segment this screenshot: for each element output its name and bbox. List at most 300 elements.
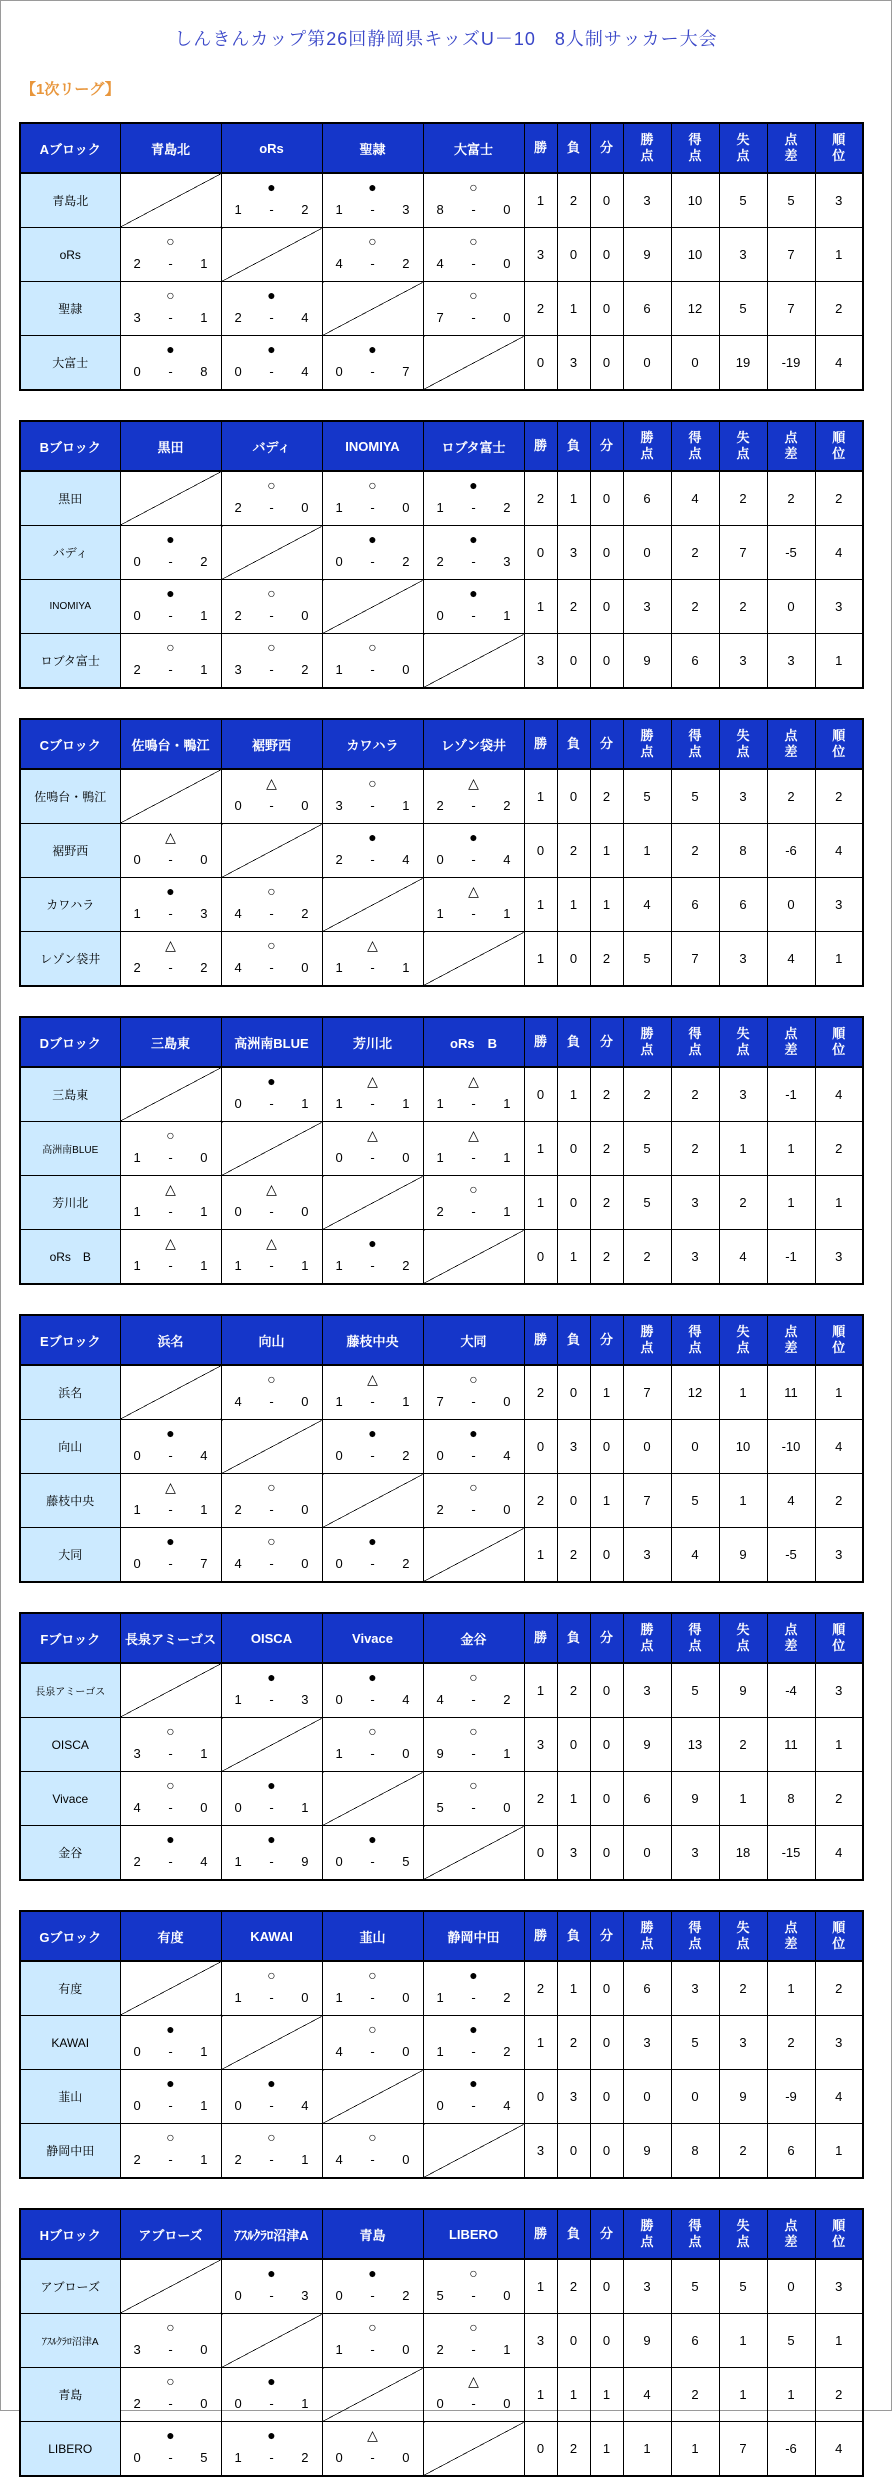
result-score: 2 - 1 [436, 1204, 511, 1219]
stat-value: 5 [623, 1122, 671, 1176]
stat-value: 2 [815, 1122, 863, 1176]
win-symbol: ○ [267, 883, 276, 899]
stat-value: 3 [524, 2124, 557, 2179]
draw-symbol: △ [468, 775, 479, 791]
loss-symbol: ● [166, 341, 175, 357]
loss-symbol: ● [368, 179, 377, 195]
stat-header [767, 421, 815, 471]
stat-value: 1 [557, 1772, 590, 1826]
stat-value: 1 [590, 2368, 623, 2422]
stat-header [719, 2209, 767, 2259]
stat-value: 0 [524, 1230, 557, 1285]
stat-header-char: 負 [566, 438, 580, 454]
stat-value: 2 [719, 1176, 767, 1230]
win-symbol: ○ [267, 477, 276, 493]
win-symbol: ○ [368, 1967, 377, 1983]
result-score: 0 - 4 [436, 2098, 511, 2113]
win-symbol: ○ [368, 477, 377, 493]
result-score: 0 - 4 [335, 1692, 410, 1707]
diagonal-cell [221, 526, 322, 580]
result-score: 2 - 0 [234, 500, 309, 515]
result-score: 1 - 0 [234, 1990, 309, 2005]
stat-header [671, 1315, 719, 1365]
stat-header-char: 分 [599, 2226, 613, 2242]
result-cell [322, 1122, 423, 1176]
team-row [20, 1067, 863, 1122]
stat-header-char: 順 [832, 1324, 846, 1340]
result-cell [423, 526, 524, 580]
result-score: 0 - 7 [133, 1556, 208, 1571]
stat-header-char: 分 [599, 1034, 613, 1050]
stat-value: 1 [719, 1365, 767, 1420]
team-header: 青島 [322, 2209, 423, 2259]
result-score: 1 - 1 [436, 1096, 511, 1111]
stat-header [524, 123, 557, 173]
result-cell [120, 824, 221, 878]
stat-value: 2 [557, 2422, 590, 2477]
stat-value: 1 [719, 1772, 767, 1826]
stat-value: 0 [590, 173, 623, 228]
stat-header [590, 1613, 623, 1663]
stat-header-char: 勝 [533, 2226, 547, 2242]
result-score: 1 - 1 [234, 1258, 309, 1273]
result-cell [120, 634, 221, 689]
stat-header-char: 差 [784, 744, 798, 759]
team-name-cell: 裾野西 [20, 824, 120, 878]
result-cell [120, 1718, 221, 1772]
result-score: 4 - 2 [335, 256, 410, 271]
team-header: 青島北 [120, 123, 221, 173]
loss-symbol: ● [267, 2075, 276, 2091]
stat-header-char: 負 [566, 140, 580, 156]
result-score: 7 - 0 [436, 1394, 511, 1409]
stat-header [671, 1911, 719, 1961]
result-score: 4 - 0 [234, 960, 309, 975]
stat-header-char: 得 [688, 430, 702, 446]
team-header: 裾野西 [221, 719, 322, 769]
result-score: 5 - 0 [436, 2288, 511, 2303]
stat-header [767, 123, 815, 173]
result-cell [423, 2016, 524, 2070]
result-cell [221, 634, 322, 689]
stat-header-char: 勝 [640, 1324, 654, 1340]
stat-value: 0 [590, 1961, 623, 2016]
stat-header-char: 点 [784, 1622, 798, 1638]
stat-value: 1 [524, 2259, 557, 2314]
stat-value: 1 [524, 1176, 557, 1230]
stat-value: 2 [815, 1961, 863, 2016]
stat-value: 2 [671, 1122, 719, 1176]
stat-value: 1 [524, 1663, 557, 1718]
stat-value: 0 [590, 2070, 623, 2124]
stat-value: 7 [767, 282, 815, 336]
result-cell [322, 2124, 423, 2179]
stat-value: 6 [671, 634, 719, 689]
stat-value: 5 [671, 769, 719, 824]
block-label: Dブロック [20, 1017, 120, 1067]
stat-value: 5 [623, 932, 671, 987]
stat-value: 2 [524, 471, 557, 526]
stat-header-char: 位 [832, 744, 846, 759]
stat-value: 0 [767, 580, 815, 634]
stat-value: 3 [524, 1718, 557, 1772]
team-header: 向山 [221, 1315, 322, 1365]
draw-symbol: △ [468, 2373, 479, 2389]
team-row [20, 282, 863, 336]
team-row [20, 2422, 863, 2477]
stat-value: 4 [767, 932, 815, 987]
stat-header [623, 123, 671, 173]
result-cell [322, 173, 423, 228]
block-header-row [20, 2209, 863, 2259]
result-cell [221, 173, 322, 228]
loss-symbol: ● [267, 1073, 276, 1089]
result-score: 1 - 0 [335, 2342, 410, 2357]
result-cell [423, 1961, 524, 2016]
result-score: 0 - 2 [335, 554, 410, 569]
result-cell [322, 1067, 423, 1122]
stat-header [767, 1911, 815, 1961]
stat-header-char: 点 [784, 2218, 798, 2234]
stat-header-char: 点 [784, 430, 798, 446]
stat-header-char: 失 [736, 430, 750, 446]
stat-value: 2 [815, 1474, 863, 1528]
result-cell [423, 1718, 524, 1772]
stat-header-char: 負 [566, 1332, 580, 1348]
stat-header-char: 点 [640, 1638, 654, 1653]
team-header: OISCA [221, 1613, 322, 1663]
team-name-cell: 向山 [20, 1420, 120, 1474]
win-symbol: ○ [166, 1777, 175, 1793]
win-symbol: ○ [469, 1479, 478, 1495]
result-score: 4 - 0 [234, 1556, 309, 1571]
stat-value: 10 [719, 1420, 767, 1474]
result-score: 2 - 1 [133, 2152, 208, 2167]
result-score: 1 - 2 [436, 500, 511, 515]
team-row [20, 1663, 863, 1718]
result-score: 1 - 3 [133, 906, 208, 921]
stat-header-char: 位 [832, 148, 846, 163]
stat-value: 1 [590, 2422, 623, 2477]
stat-header-char: 点 [736, 744, 750, 759]
draw-symbol: △ [266, 1181, 277, 1197]
team-row [20, 228, 863, 282]
team-row [20, 2070, 863, 2124]
stat-header-char: 位 [832, 1638, 846, 1653]
result-cell [423, 1176, 524, 1230]
stat-value: 8 [767, 1772, 815, 1826]
result-score: 0 - 1 [436, 608, 511, 623]
result-score: 1 - 1 [335, 960, 410, 975]
stat-value: 0 [557, 1365, 590, 1420]
stat-value: 6 [767, 2124, 815, 2179]
result-cell [322, 1826, 423, 1881]
team-row [20, 932, 863, 987]
stat-value: 0 [623, 2070, 671, 2124]
stat-header-char: 勝 [640, 132, 654, 148]
stat-value: 5 [767, 2314, 815, 2368]
result-score: 0 - 2 [133, 554, 208, 569]
result-cell [423, 1772, 524, 1826]
result-score: 1 - 1 [133, 1502, 208, 1517]
result-cell [221, 471, 322, 526]
stat-value: 0 [590, 336, 623, 391]
stat-header [671, 2209, 719, 2259]
loss-symbol: ● [368, 1669, 377, 1685]
team-name-cell: 浜名 [20, 1365, 120, 1420]
result-cell [221, 1067, 322, 1122]
stat-header [524, 1315, 557, 1365]
stat-value: 5 [767, 173, 815, 228]
team-name-cell: Vivace [20, 1772, 120, 1826]
stat-value: 1 [767, 1961, 815, 2016]
result-cell [322, 2314, 423, 2368]
block-header-row [20, 123, 863, 173]
win-symbol: ○ [469, 1669, 478, 1685]
stat-header-char: 勝 [640, 1622, 654, 1638]
stat-value: 1 [623, 824, 671, 878]
stat-value: 1 [590, 824, 623, 878]
stat-value: 2 [557, 1528, 590, 1583]
result-score: 9 - 1 [436, 1746, 511, 1761]
stat-value: -6 [767, 2422, 815, 2477]
stat-header-char: 順 [832, 1920, 846, 1936]
stat-value: 3 [815, 173, 863, 228]
stat-value: 13 [671, 1718, 719, 1772]
stat-value: 3 [623, 580, 671, 634]
stat-value: 2 [590, 932, 623, 987]
stat-value: 10 [671, 173, 719, 228]
stat-value: 2 [590, 1176, 623, 1230]
block-header-row [20, 1613, 863, 1663]
diagonal-cell [120, 1961, 221, 2016]
stat-value: 9 [719, 1663, 767, 1718]
stat-header-char: 分 [599, 1630, 613, 1646]
team-row [20, 769, 863, 824]
stat-header [623, 1613, 671, 1663]
stat-value: 2 [590, 769, 623, 824]
stat-header-char: 勝 [640, 1920, 654, 1936]
team-row [20, 173, 863, 228]
stat-header-char: 勝 [640, 728, 654, 744]
result-score: 2 - 0 [436, 1502, 511, 1517]
stat-value: 5 [671, 1474, 719, 1528]
stat-header [623, 421, 671, 471]
diagonal-cell [120, 1365, 221, 1420]
diagonal-cell [322, 2070, 423, 2124]
loss-symbol: ● [166, 2075, 175, 2091]
stat-value: 12 [671, 1365, 719, 1420]
stat-value: 2 [557, 580, 590, 634]
loss-symbol: ● [267, 1669, 276, 1685]
result-score: 1 - 1 [133, 1204, 208, 1219]
stat-value: 1 [767, 2368, 815, 2422]
stat-value: 7 [623, 1365, 671, 1420]
result-score: 2 - 1 [234, 2152, 309, 2167]
stat-header-char: 勝 [533, 1034, 547, 1050]
win-symbol: ○ [267, 937, 276, 953]
draw-symbol: △ [367, 937, 378, 953]
stat-header-char: 勝 [640, 430, 654, 446]
stat-header-char: 失 [736, 1026, 750, 1042]
result-score: 1 - 3 [335, 202, 410, 217]
stat-value: 1 [557, 1230, 590, 1285]
team-header: 芳川北 [322, 1017, 423, 1067]
stat-value: 4 [623, 878, 671, 932]
result-cell [120, 2070, 221, 2124]
stat-value: 1 [590, 878, 623, 932]
result-cell [120, 2314, 221, 2368]
stat-value: -6 [767, 824, 815, 878]
loss-symbol: ● [267, 2265, 276, 2281]
stat-value: 2 [815, 769, 863, 824]
result-score: 1 - 2 [234, 202, 309, 217]
team-row [20, 1718, 863, 1772]
result-cell [322, 932, 423, 987]
result-score: 2 - 0 [133, 2396, 208, 2411]
result-cell [120, 282, 221, 336]
stat-value: 0 [557, 1718, 590, 1772]
stat-value: 2 [815, 471, 863, 526]
stat-value: 2 [623, 1230, 671, 1285]
team-name-cell: 金谷 [20, 1826, 120, 1881]
stat-header-char: 負 [566, 1630, 580, 1646]
draw-symbol: △ [468, 883, 479, 899]
stat-value: 2 [767, 471, 815, 526]
result-cell [322, 526, 423, 580]
loss-symbol: ● [469, 477, 478, 493]
stat-value: 9 [719, 1528, 767, 1583]
result-score: 2 - 2 [436, 798, 511, 813]
stat-header-char: 勝 [640, 2218, 654, 2234]
stat-header [671, 123, 719, 173]
loss-symbol: ● [368, 531, 377, 547]
stat-header [767, 719, 815, 769]
stat-value: 3 [557, 2070, 590, 2124]
result-cell [221, 2124, 322, 2179]
stat-value: 9 [623, 634, 671, 689]
win-symbol: ○ [368, 2129, 377, 2145]
result-cell [221, 1230, 322, 1285]
team-header: レゾン袋井 [423, 719, 524, 769]
stat-header [719, 421, 767, 471]
draw-symbol: △ [165, 1181, 176, 1197]
stat-header-char: 点 [688, 1042, 702, 1057]
stat-value: 2 [524, 282, 557, 336]
result-cell [120, 2368, 221, 2422]
loss-symbol: ● [368, 1831, 377, 1847]
stat-value: 2 [590, 1230, 623, 1285]
result-score: 4 - 0 [234, 1394, 309, 1409]
stat-value: 3 [623, 2259, 671, 2314]
win-symbol: ○ [166, 2373, 175, 2389]
win-symbol: ○ [469, 233, 478, 249]
stat-value: 7 [719, 526, 767, 580]
stat-header-char: 負 [566, 2226, 580, 2242]
stat-header [524, 421, 557, 471]
team-header: KAWAI [221, 1911, 322, 1961]
stat-header-char: 差 [784, 446, 798, 461]
loss-symbol: ● [267, 1777, 276, 1793]
stat-header [671, 1017, 719, 1067]
loss-symbol: ● [469, 2075, 478, 2091]
loss-symbol: ● [469, 2021, 478, 2037]
stat-header-char: 順 [832, 132, 846, 148]
result-cell [322, 1718, 423, 1772]
section-label: 【1次リーグ】 [21, 81, 120, 98]
stat-header-char: 点 [784, 132, 798, 148]
result-cell [423, 1067, 524, 1122]
stat-header-char: 分 [599, 1928, 613, 1944]
stat-value: 5 [623, 769, 671, 824]
team-header: 静岡中田 [423, 1911, 524, 1961]
stat-value: 2 [557, 824, 590, 878]
block-header-row [20, 719, 863, 769]
league-tables [19, 122, 891, 2477]
diagonal-cell [423, 1230, 524, 1285]
stat-value: 2 [671, 526, 719, 580]
result-cell [423, 471, 524, 526]
result-cell [423, 580, 524, 634]
loss-symbol: ● [166, 883, 175, 899]
stat-header-char: 点 [784, 1324, 798, 1340]
stat-header [767, 1017, 815, 1067]
result-cell [423, 1122, 524, 1176]
stat-header [590, 2209, 623, 2259]
team-name-cell: バディ [20, 526, 120, 580]
stat-value: 0 [590, 1528, 623, 1583]
stat-header [815, 719, 863, 769]
stat-header-char: 点 [640, 1936, 654, 1951]
result-score: 1 - 2 [436, 1990, 511, 2005]
stat-value: 0 [623, 526, 671, 580]
result-cell [423, 1663, 524, 1718]
team-header: oRs [221, 123, 322, 173]
result-cell [221, 580, 322, 634]
stat-value: 0 [590, 1772, 623, 1826]
result-score: 1 - 1 [436, 906, 511, 921]
stat-value: 4 [815, 2070, 863, 2124]
stat-header-char: 点 [736, 1042, 750, 1057]
stat-value: 1 [815, 932, 863, 987]
block-header-row [20, 1911, 863, 1961]
stat-value: 4 [815, 336, 863, 391]
stat-value: 9 [719, 2070, 767, 2124]
result-score: 1 - 1 [335, 1096, 410, 1111]
stat-value: 7 [767, 228, 815, 282]
win-symbol: ○ [267, 1479, 276, 1495]
stat-value: 6 [623, 282, 671, 336]
stat-value: 9 [623, 1718, 671, 1772]
stat-value: 6 [719, 878, 767, 932]
diagonal-cell [221, 1718, 322, 1772]
stat-value: 0 [557, 2124, 590, 2179]
stat-header-char: 差 [784, 148, 798, 163]
block-table-e [19, 1314, 864, 1583]
stat-value: 6 [623, 471, 671, 526]
block-header-row [20, 1017, 863, 1067]
stat-value: 3 [719, 634, 767, 689]
result-score: 0 - 0 [133, 852, 208, 867]
loss-symbol: ● [166, 1425, 175, 1441]
stat-header-char: 点 [736, 1340, 750, 1355]
stat-header-char: 点 [640, 446, 654, 461]
team-header: 有度 [120, 1911, 221, 1961]
block-label: Gブロック [20, 1911, 120, 1961]
stat-value: 2 [524, 1961, 557, 2016]
stat-header-char: 点 [688, 744, 702, 759]
diagonal-cell [120, 1663, 221, 1718]
